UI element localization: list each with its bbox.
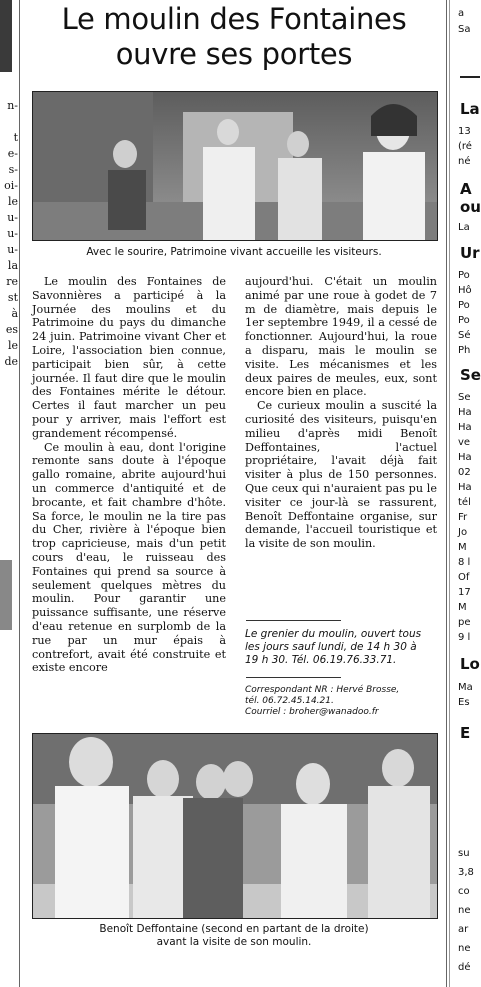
- right-fragment: Hô: [458, 285, 472, 296]
- right-fragment: co: [458, 886, 470, 897]
- left-fragment: re: [6, 275, 18, 288]
- right-heading: Ur: [460, 244, 480, 262]
- right-fragment: Jo: [458, 527, 468, 538]
- article-column-1: [32, 275, 226, 675]
- photo-owner-caption: [32, 923, 436, 949]
- right-fragment: Of: [458, 572, 470, 583]
- info-separator: [246, 620, 341, 621]
- right-fragment: Ha: [458, 407, 472, 418]
- right-fragment: Se: [458, 392, 471, 403]
- right-fragment: Sa: [458, 24, 471, 35]
- right-fragment: ar: [458, 924, 469, 935]
- photo-visitors-caption: Avec le sourire, Patrimoine vivant accueille les visiteurs.: [86, 246, 382, 258]
- right-fragment: La: [458, 222, 470, 233]
- right-adjacent-column: [448, 0, 481, 987]
- right-fragment: Po: [458, 300, 470, 311]
- right-fragment: 13: [458, 126, 471, 137]
- correspondent-block: [245, 685, 435, 718]
- correspondent-email: Courriel : broher@wanadoo.fr: [245, 707, 379, 717]
- right-fragment: 3,8: [458, 867, 474, 878]
- left-fragment: u-: [7, 243, 18, 256]
- right-fragment: Ha: [458, 482, 472, 493]
- article-paragraph: Ce curieux moulin a suscité la curiosité des visiteurs, puisqu'en milieu d'après midi Benoît Deffontaines, l'actuel propriétaire, l'avait déjà fait visiter à plus de 150 personnes. Que ceux qui n'auraient pas pu le visiter ce jour-là se rassurent, Benoît Deffontaine organise, sur demande, l'accueil touristique et la visite de son moulin.: [245, 399, 437, 551]
- left-adjacent-column: [0, 0, 18, 987]
- left-photo-edge-lower: [0, 560, 12, 630]
- left-fragment: oi-: [4, 179, 18, 192]
- right-fragment: Es: [458, 697, 470, 708]
- article-paragraph: Le moulin des Fontaines de Savonnières a participé à la Journée des moulins et du Patrimoine du pays du dimanche 24 juin. Patrimoine vivant Cher et Loire, l'association bien connue, participait bien sûr, à cette journée. Il faut dire que le moulin des Fontaines mérite le détour. Certes il faut marcher un peu pour y arriver, mais l'effort est grandement récompensé.: [32, 275, 226, 440]
- right-fragment: ne: [458, 905, 471, 916]
- right-fragment: ne: [458, 943, 471, 954]
- right-heading: Lo: [460, 655, 480, 673]
- photo-owner-caption-line-1: Benoît Deffontaine (second en partant de la droite): [99, 923, 369, 935]
- left-fragment: le: [7, 339, 18, 352]
- right-rule: [460, 76, 480, 78]
- left-fragment: t: [13, 131, 18, 144]
- right-heading: La: [460, 100, 480, 118]
- right-fragment: Sé: [458, 330, 471, 341]
- right-fragment: Ha: [458, 452, 472, 463]
- left-fragment: es: [5, 323, 18, 336]
- correspondent-name: Correspondant NR : Hervé Brosse,: [245, 685, 400, 695]
- right-fragment: pe: [458, 617, 471, 628]
- left-fragment: s-: [8, 163, 18, 176]
- right-fragment: (ré: [458, 141, 472, 152]
- right-fragment: 9 l: [458, 632, 471, 643]
- correspondent-separator: [246, 677, 341, 678]
- right-fragment: dé: [458, 962, 471, 973]
- left-fragment: à: [11, 307, 18, 320]
- column-rule-left: [19, 0, 20, 987]
- right-fragment: 8 l: [458, 557, 471, 568]
- headline-line-2: ouvre ses portes: [115, 37, 353, 71]
- right-heading: Se: [460, 366, 481, 384]
- right-fragment: Fr: [458, 512, 468, 523]
- right-fragment: 02: [458, 467, 471, 478]
- photo-visitors-image: [33, 92, 437, 240]
- right-fragment: Po: [458, 270, 470, 281]
- photo-visitors: [32, 91, 438, 241]
- right-heading: A: [460, 180, 472, 198]
- left-fragment: u-: [7, 211, 18, 224]
- left-fragment: le: [7, 195, 18, 208]
- correspondent-phone: tél. 06.72.45.14.21.: [245, 696, 334, 706]
- photo-owner: [32, 733, 438, 919]
- photo-owner-image: [33, 734, 437, 918]
- left-fragment: la: [7, 259, 18, 272]
- left-fragment: e-: [7, 147, 18, 160]
- right-fragment: 17: [458, 587, 471, 598]
- headline: [28, 2, 440, 72]
- right-fragment: ve: [458, 437, 471, 448]
- article-column-2: [245, 275, 437, 551]
- article-paragraph: Ce moulin à eau, dont l'origine remonte sans doute à l'époque gallo romaine, abrite aujourd'hui un commerce d'antiquité et de brocante, et fait chambre d'hôte. Sa force, le moulin ne la tire pas du Cher, rivière à l'époque bien trop capricieuse, mais d'un petit cours d'eau, le ruisseau des Fontaines qui prend sa source à seulement quelques mètres du moulin. Pour garantir une puissance suffisante, une réserve d'eau retenue en surplomb de la rue par un mur épais à contrefort, avait été construite et existe encore: [32, 440, 226, 675]
- right-fragment: Ma: [458, 682, 473, 693]
- right-fragment: Ph: [458, 345, 471, 356]
- article-paragraph: aujourd'hui. C'était un moulin animé par une roue à godet de 7 m de diamètre, mais depuis le 1er septembre 1949, il a cessé de fonctionner. Aujourd'hui, la roue a disparu, mais le moulin se visite. Les mécanismes et les deux paires de meules, eux, sont encore bien en place.: [245, 275, 437, 399]
- right-fragment: né: [458, 156, 471, 167]
- left-fragment: u-: [7, 227, 18, 240]
- right-fragment: su: [458, 848, 470, 859]
- photo-owner-caption-line-2: avant la visite de son moulin.: [156, 936, 312, 948]
- column-rule-right: [446, 0, 447, 987]
- right-fragment: M: [458, 542, 467, 553]
- right-fragment: Ha: [458, 422, 472, 433]
- left-fragment: de: [4, 355, 18, 368]
- right-fragment: tél: [458, 497, 471, 508]
- right-fragment: a: [458, 8, 465, 19]
- right-fragment: Po: [458, 315, 470, 326]
- right-heading: E: [460, 724, 471, 742]
- left-fragment: n-: [7, 99, 18, 112]
- right-heading: ou: [460, 198, 481, 216]
- practical-info: Le grenier du moulin, ouvert tous les jours sauf lundi, de 14 h 30 à 19 h 30. Tél. 06.19.76.33.71.: [245, 628, 422, 666]
- right-fragment: M: [458, 602, 467, 613]
- headline-line-1: Le moulin des Fontaines: [61, 2, 407, 36]
- left-fragment: st: [7, 291, 18, 304]
- left-photo-edge: [0, 0, 12, 72]
